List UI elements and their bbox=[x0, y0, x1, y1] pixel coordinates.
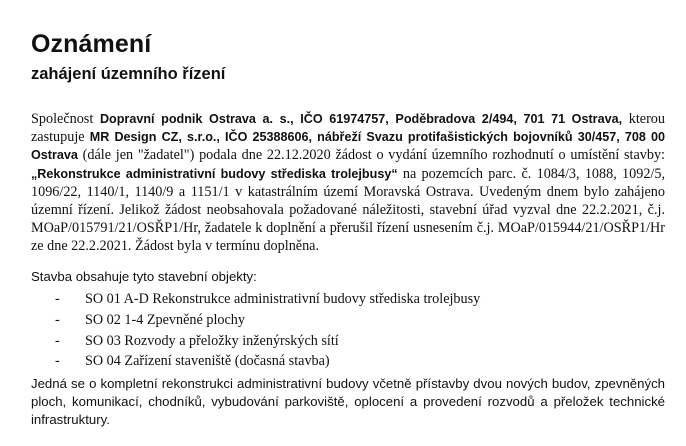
list-item bbox=[31, 289, 480, 310]
intro-text-4: na pozemcích parc. č. 1084/3, 1088, 1092/5, 1096/22, 1140/1, 1140/9 a 1151/1 v katastrálním území Moravská Ostrava. Uvedeným dnem bylo zahájeno územní řízení. Jelikož žádost neobsahovala požadované náležitosti, stavební úřad vyzval dne 22.2.2021, č.j. MOaP/015791/21/OSŘP1/Hr, žadatele k doplnění a přerušil řízení usnesením č.j. MOaP/015944/21/OSŘP1/Hr ze dne 22.2.2021. Žádost byla v termínu doplněna. bbox=[31, 165, 665, 255]
object-item-2: SO 02 1-4 Zpevněné plochy bbox=[85, 311, 245, 328]
applicant-name: Dopravní podnik Ostrava a. s., IČO 61974757, Poděbradova 2/494, 701 71 Ostrava, bbox=[99, 112, 623, 126]
document-subtitle: zahájení územního řízení bbox=[31, 65, 226, 83]
object-item-1: SO 01 A-D Rekonstrukce administrativní budovy střediska trolejbusy bbox=[85, 291, 481, 307]
list-item bbox=[31, 310, 480, 331]
bullet-dash: - bbox=[55, 332, 60, 349]
objects-list bbox=[31, 289, 480, 372]
list-item bbox=[31, 351, 480, 372]
object-item-3: SO 03 Rozvody a přeložky inženýrských sítí bbox=[85, 332, 339, 349]
bullet-dash: - bbox=[55, 311, 60, 328]
summary-paragraph: Jedná se o kompletní rekonstrukci administrativní budovy včetně přístavby dvou nových budov, zpevněných ploch, komunikací, chodníků, vybudování parkoviště, oplocení a provedení rozvodů a přeložek technické infrastruktury. bbox=[31, 376, 665, 428]
project-name: „Rekonstrukce administrativní budovy střediska trolejbusy“ bbox=[31, 166, 398, 181]
intro-text-1: Společnost bbox=[31, 111, 100, 127]
document-title: Oznámení bbox=[31, 30, 152, 58]
objects-heading: Stavba obsahuje tyto stavební objekty: bbox=[31, 269, 257, 284]
bullet-dash: - bbox=[55, 291, 60, 307]
representative-name: MR Design CZ, s.r.o., IČO 25388606, nábřeží Svazu protifašistických bojovníků 30/457, 708 00 Ostrava bbox=[31, 130, 665, 163]
intro-text-3: (dále jen "žadatel") podala dne 22.12.2020 žádost o vydání územního rozhodnutí o umístění stavby: bbox=[77, 147, 665, 164]
intro-paragraph bbox=[31, 110, 665, 256]
object-item-4: SO 04 Zařízení staveniště (dočasná stavba) bbox=[85, 353, 330, 370]
bullet-dash: - bbox=[55, 353, 60, 370]
intro-text-2: kterou zastupuje bbox=[31, 111, 665, 146]
list-item bbox=[31, 331, 480, 352]
